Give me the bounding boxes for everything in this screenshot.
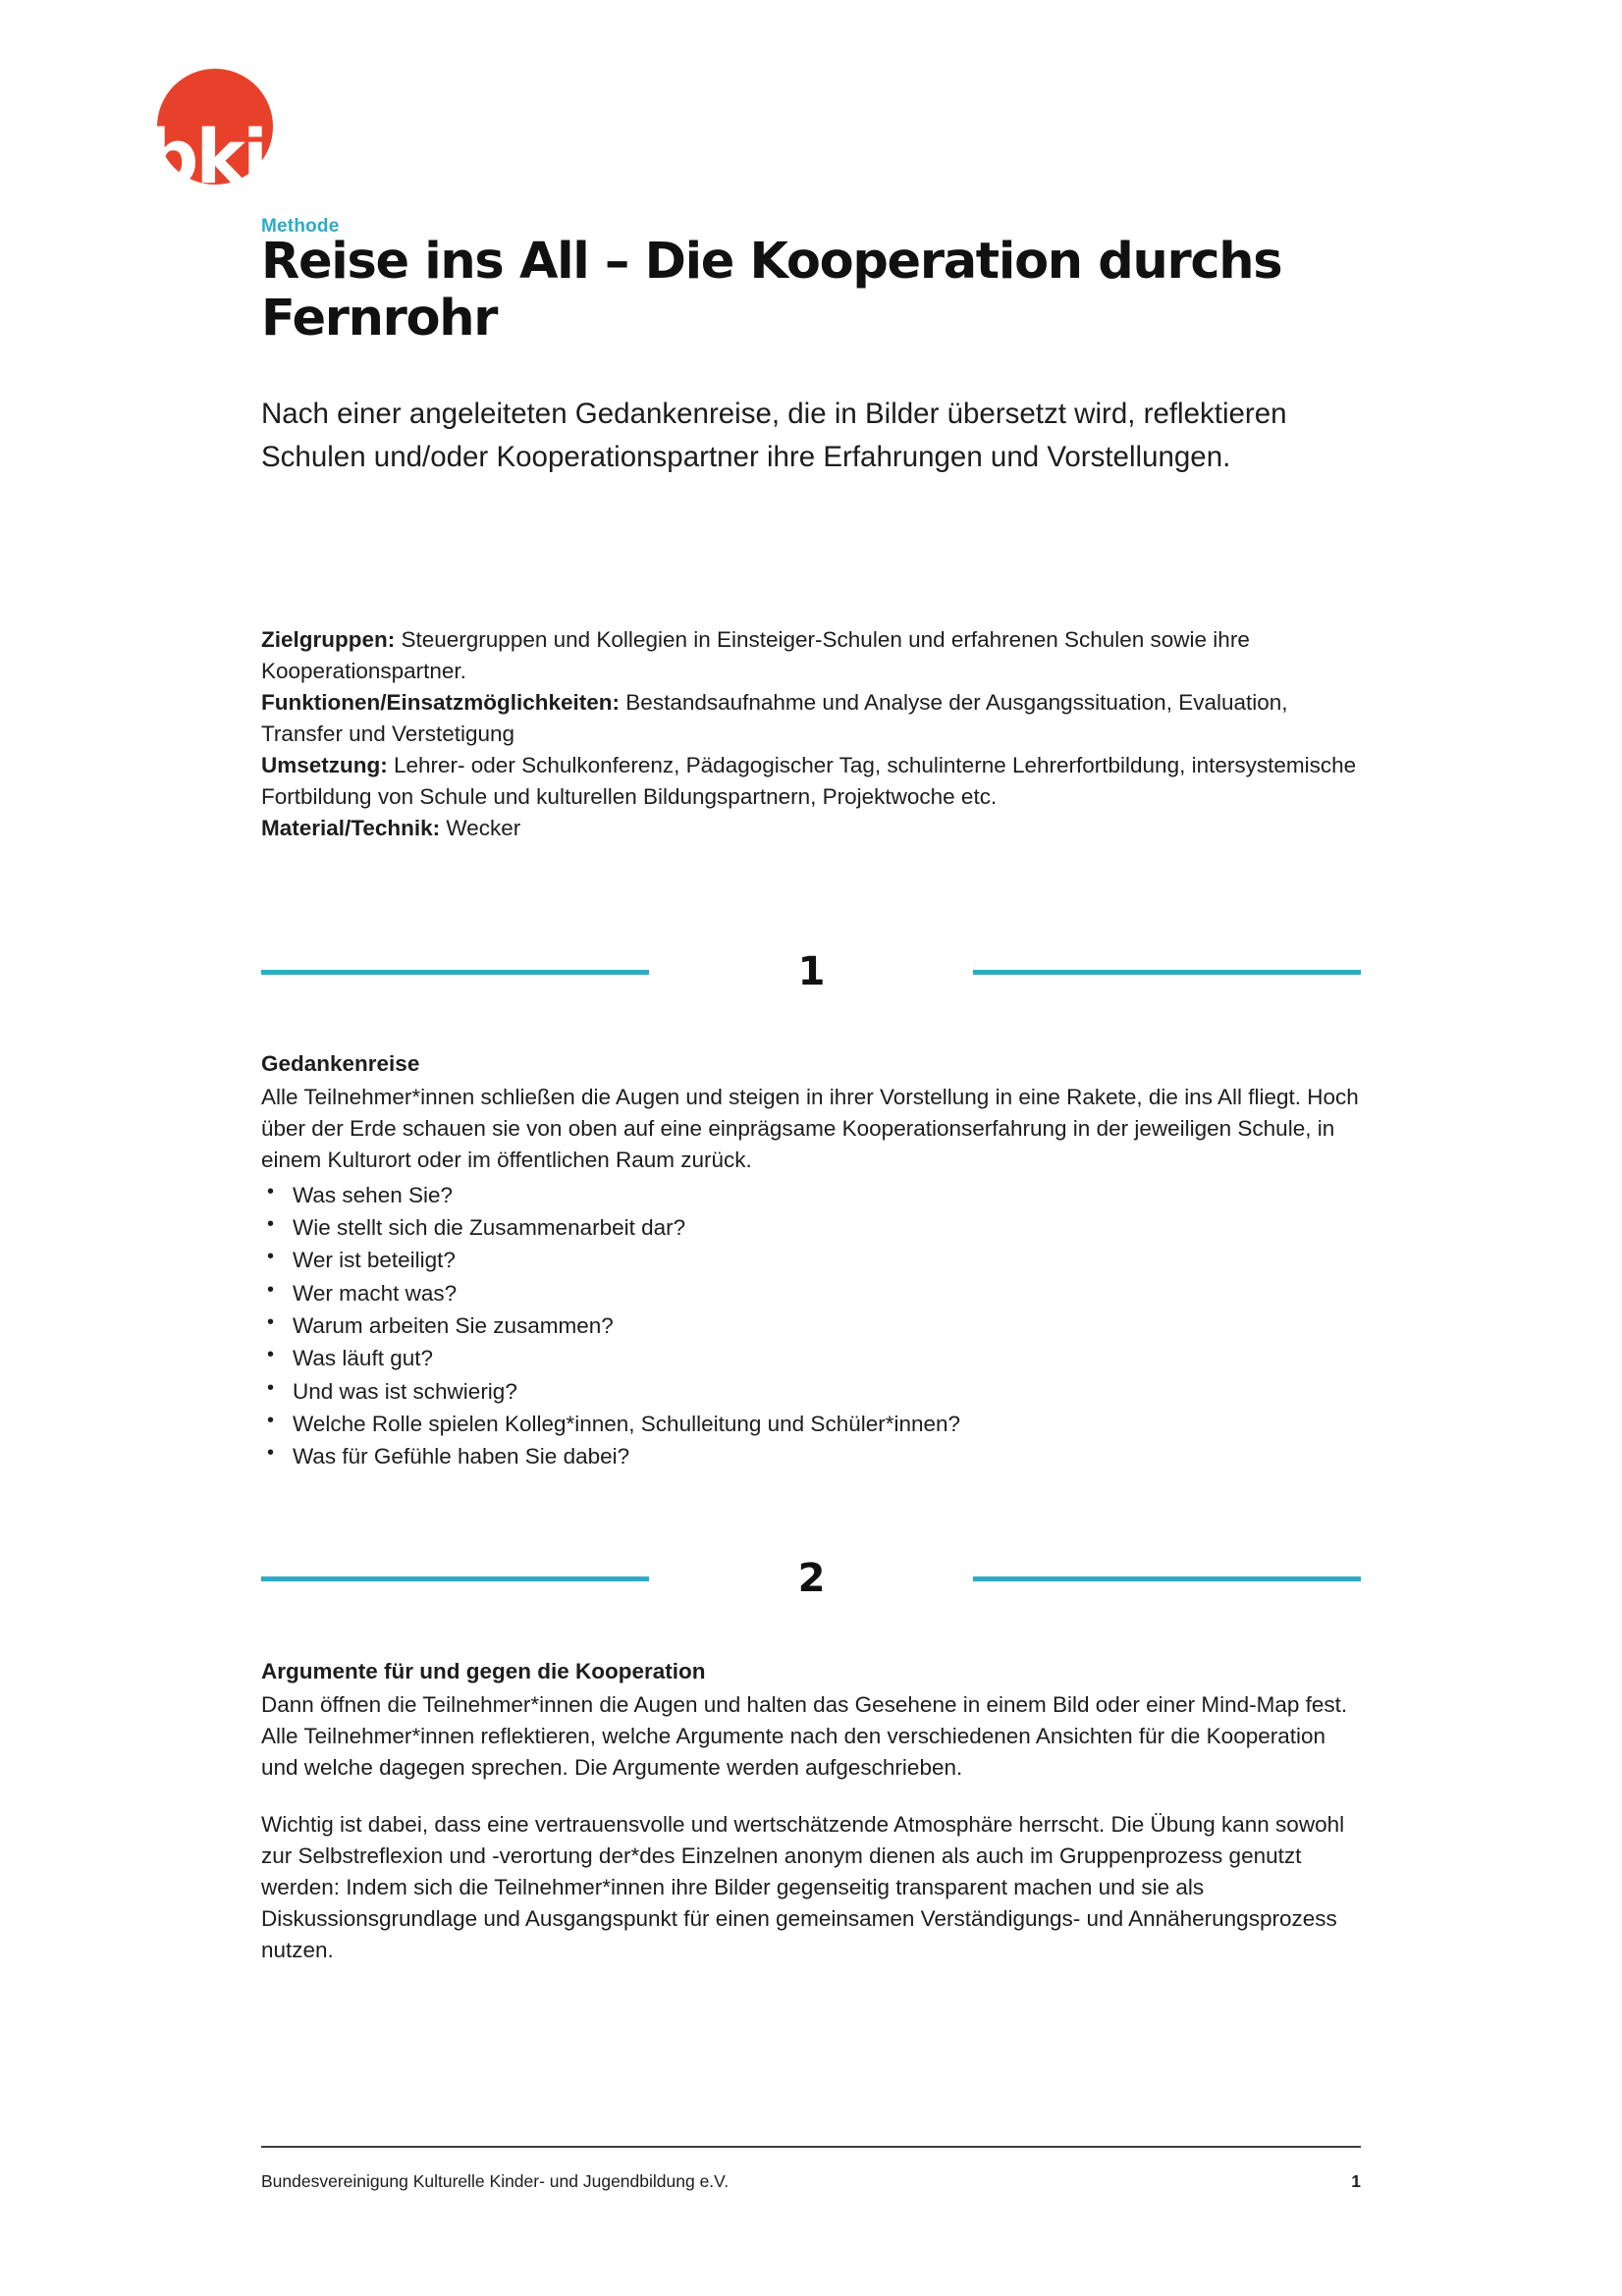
list-item: • Und was ist schwierig? <box>261 1375 1366 1408</box>
meta-label-zielgruppen: Zielgruppen: <box>261 627 396 652</box>
list-item: • Was läuft gut? <box>261 1342 1366 1374</box>
meta-row-umsetzung <box>261 750 1371 813</box>
lead-paragraph: Nach einer angeleiteten Gedankenreise, die in Bilder übersetzt wird, reflektieren Schulen und/oder Kooperationspartner ihre Erfahrungen und Vorstellungen. <box>261 398 1287 473</box>
bkj-logo <box>145 69 558 237</box>
page-footer <box>261 2171 1361 2192</box>
list-item: • Warum arbeiten Sie zusammen? <box>261 1309 1366 1342</box>
divider-bar-right <box>973 970 1361 975</box>
meta-value-funktionen: Bestandsaufnahme und Analyse der Ausgangssituation, Evaluation, Transfer und Verstetigung <box>261 689 1288 746</box>
section-2-heading: Argumente für und gegen die Kooperation <box>261 1659 706 1683</box>
section-number-1: 1 <box>797 949 825 994</box>
page-title: Reise ins All – Die Kooperation durchs Fernrohr <box>261 233 1282 348</box>
section-1-paragraph: Alle Teilnehmer*innen schließen die Augen und steigen in ihrer Vorstellung in eine Rakete, die ins All fliegt. Hoch über der Erde schauen sie von oben auf eine einprägsame Kooperationserfahrung in der jeweiligen Schule, in einem Kulturort oder im öffentlichen Raum zurück. <box>261 1084 1359 1172</box>
meta-row-material <box>261 813 1371 844</box>
footer-divider <box>261 2146 1361 2148</box>
metadata-block <box>261 624 1371 844</box>
section-divider-1 <box>261 942 1361 1001</box>
section-1-heading: Gedankenreise <box>261 1051 420 1076</box>
list-item: • Welche Rolle spielen Kolleg*innen, Schulleitung und Schüler*innen? <box>261 1408 1366 1440</box>
divider-bar-left <box>261 1576 649 1581</box>
meta-label-umsetzung: Umsetzung: <box>261 752 388 777</box>
meta-value-zielgruppen: Steuergruppen und Kollegien in Einsteiger-Schulen und erfahrenen Schulen sowie ihre Kooperationspartner. <box>261 627 1250 683</box>
list-item: • Wer ist beteiligt? <box>261 1244 1366 1276</box>
divider-bar-right <box>973 1576 1361 1581</box>
meta-label-material: Material/Technik: <box>261 815 441 840</box>
document-kicker-label: Methode <box>261 216 340 237</box>
divider-bar-left <box>261 970 649 975</box>
meta-value-umsetzung: Lehrer- oder Schulkonferenz, Pädagogischer Tag, schulinterne Lehrerfortbildung, intersystemische Fortbildung von Schule und kulturellen Bildungspartnern, Projektwoche etc. <box>261 752 1357 809</box>
section-divider-2 <box>261 1549 1361 1608</box>
section-number-2: 2 <box>797 1556 825 1601</box>
section-1-body <box>261 1048 1366 1472</box>
section-2-paragraph-2: Wichtig ist dabei, dass eine vertrauensvolle und wertschätzende Atmosphäre herrscht. Die Übung kann sowohl zur Selbstreflexion und -verortung der*des Einzelnen anonym dienen als auch im Gruppenprozess genutzt werden: Indem sich die Teilnehmer*innen ihre Bilder gegenseitig transparent machen und sie als Diskussionsgrundlage und Ausgangspunkt für einen gemeinsamen Verständigungs- und Annäherungsprozess nutzen. <box>261 1811 1345 1962</box>
footer-organisation: Bundesvereinigung Kulturelle Kinder- und Jugendbildung e.V. <box>261 2171 730 2191</box>
list-item: • Wie stellt sich die Zusammenarbeit dar? <box>261 1211 1366 1244</box>
meta-row-funktionen <box>261 687 1371 750</box>
section-1-question-list <box>261 1179 1366 1473</box>
meta-value-material: Wecker <box>440 815 521 840</box>
section-2-body <box>261 1656 1366 1965</box>
section-2-paragraph: Dann öffnen die Teilnehmer*innen die Augen und halten das Gesehene in einem Bild oder einer Mind-Map fest. Alle Teilnehmer*innen reflektieren, welche Argumente nach den verschiedenen Ansichten für die Kooperation und welche dagegen sprechen. Die Argumente werden aufgeschrieben. <box>261 1691 1348 1780</box>
footer-page-number: 1 <box>1351 2171 1361 2191</box>
meta-row-zielgruppen <box>261 624 1371 687</box>
logo-wordmark: bkj <box>145 113 265 200</box>
meta-label-funktionen: Funktionen/Einsatzmöglichkeiten: <box>261 689 621 715</box>
list-item: • Was für Gefühle haben Sie dabei? <box>261 1440 1366 1472</box>
list-item: • Was sehen Sie? <box>261 1179 1366 1211</box>
list-item: • Wer macht was? <box>261 1277 1366 1309</box>
